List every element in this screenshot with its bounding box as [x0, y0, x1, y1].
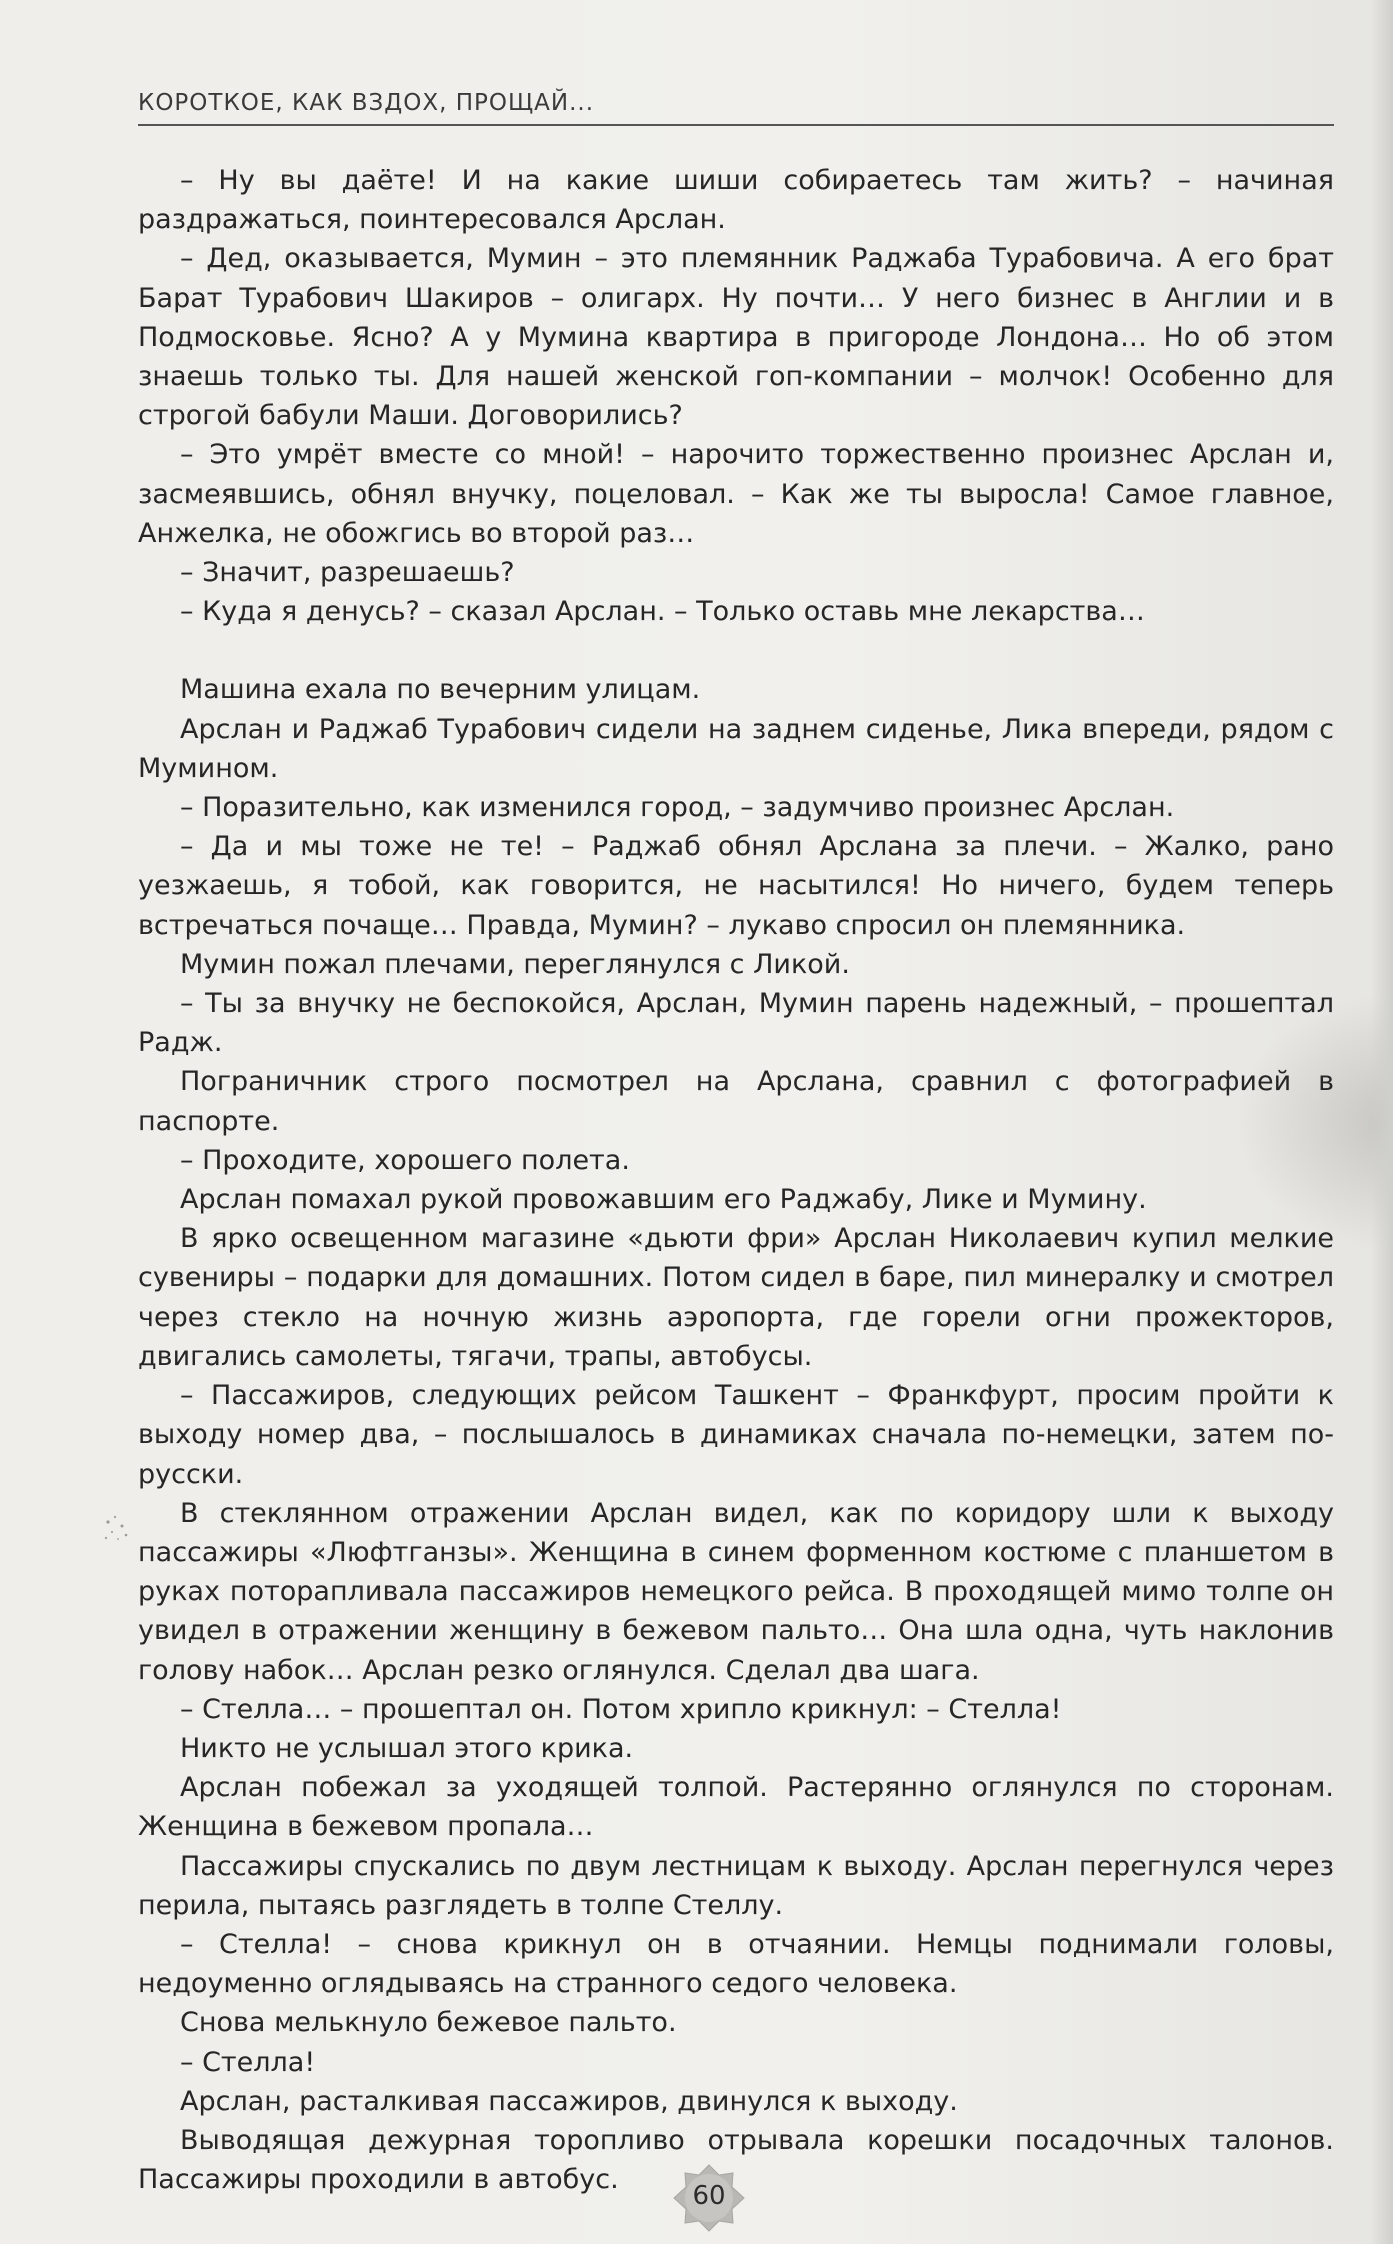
- paragraph: – Проходите, хорошего полета.: [180, 1144, 630, 1176]
- running-head: [138, 86, 1334, 126]
- paragraph: Арслан помахал рукой провожавшим его Раджабу, Лике и Мумину.: [180, 1184, 1147, 1216]
- paragraph: – Пассажиров, следующих рейсом Ташкент – Франкфурт, просим пройти к выходу номер два, – послышалось в динамиках сначала по-немецки, затем по-русски.: [138, 1380, 1334, 1490]
- paragraph: Мумин пожал плечами, переглянулся с Ликой.: [180, 948, 850, 980]
- paragraph: – Ну вы даёте! И на какие шиши собираетесь там жить? – начиная раздражаться, поинтересовался Арслан.: [138, 165, 1334, 236]
- paragraph: Никто не услышал этого крика.: [180, 1732, 634, 1764]
- paragraph: Выводящая дежурная торопливо отрывала корешки посадочных талонов. Пассажиры проходили в автобус.: [138, 2124, 1334, 2196]
- paragraph: Арслан и Раджаб Турабович сидели на заднем сиденье, Лика впереди, рядом с Мумином.: [138, 713, 1334, 784]
- paragraph: Машина ехала по вечерним улицам.: [180, 674, 701, 706]
- paragraph: В стеклянном отражении Арслан видел, как по коридору шли к выходу пассажиры «Люфтганзы». Женщина в синем форменном костюме с планшетом в руках поторапливала пассажиров немецкого рейса. В проходящей мимо толпе он увидел в отражении женщину в бежевом пальто… Она шла одна, чуть наклонив голову набок… Арслан резко оглянулся. Сделал два шага.: [138, 1497, 1334, 1686]
- paragraph: Арслан побежал за уходящей толпой. Растерянно оглянулся по сторонам. Женщина в бежевом пропала…: [138, 1772, 1334, 1843]
- paragraph: – Дед, оказывается, Мумин – это племянник Раджаба Турабовича. А его брат Барат Турабович Шакиров – олигарх. Ну почти… У него бизнес в Англии и в Подмосковье. Ясно? А у Мумина квартира в пригороде Лондона… Но об этом знаешь только ты. Для нашей женской гоп-компании – молчок! Особенно для строгой бабули Маши. Договорились?: [138, 243, 1334, 432]
- paragraph: – Стелла!: [180, 2046, 316, 2078]
- running-head-rule: [138, 124, 1334, 126]
- paragraph: Пограничник строго посмотрел на Арслана, сравнил с фотографией в паспорте.: [138, 1066, 1334, 1137]
- paragraph: – Стелла… – прошептал он. Потом хрипло крикнул: – Стелла!: [180, 1693, 1062, 1725]
- paragraph: Пассажиры спускались по двум лестницам к выходу. Арслан перегнулся через перила, пытаясь разглядеть в толпе Стеллу.: [138, 1850, 1334, 1921]
- paragraph: – Это умрёт вместе со мной! – нарочито торжественно произнес Арслан и, засмеявшись, обнял внучку, поцеловал. – Как же ты выросла! Самое главное, Анжелка, не обожгись во второй раз…: [138, 439, 1334, 549]
- paragraph: В ярко освещенном магазине «дьюти фри» Арслан Николаевич купил мелкие сувениры – подарки для домашних. Потом сидел в баре, пил минералку и смотрел через стекло на ночную жизнь аэропорта, где горели огни прожекторов, двигались самолеты, тягачи, трапы, автобусы.: [138, 1223, 1334, 1372]
- paper-speck: [98, 1508, 142, 1552]
- page-number: 60: [692, 2181, 726, 2211]
- body-text: [138, 161, 1334, 2199]
- paragraph: – Куда я денусь? – сказал Арслан. – Только оставь мне лекарства…: [180, 596, 1145, 628]
- paragraph: – Да и мы тоже не те! – Раджаб обнял Арслана за плечи. – Жалко, рано уезжаешь, я тобой, как говорится, не насытился! Но ничего, будем теперь встречаться почаще… Правда, Мумин? – лукаво спросил он племянника.: [138, 831, 1334, 941]
- page-number-ornament: [672, 2163, 746, 2233]
- paragraph: Снова мелькнуло бежевое пальто.: [180, 2007, 677, 2039]
- paragraph: – Стелла! – снова крикнул он в отчаянии. Немцы поднимали головы, недоуменно оглядываясь на странного седого человека.: [138, 1928, 1334, 2000]
- page-edge-shadow: [1371, 0, 1393, 2244]
- paragraph: – Поразительно, как изменился город, – задумчиво произнес Арслан.: [180, 792, 1175, 824]
- paragraph: Арслан, расталкивая пассажиров, двинулся к выходу.: [180, 2085, 958, 2117]
- paragraph: – Ты за внучку не беспокойся, Арслан, Мумин парень надежный, – прошептал Радж.: [138, 988, 1334, 1059]
- paragraph: – Значит, разрешаешь?: [180, 557, 515, 589]
- running-head-title: КОРОТКОЕ, КАК ВЗДОХ, ПРОЩАЙ...: [138, 90, 595, 116]
